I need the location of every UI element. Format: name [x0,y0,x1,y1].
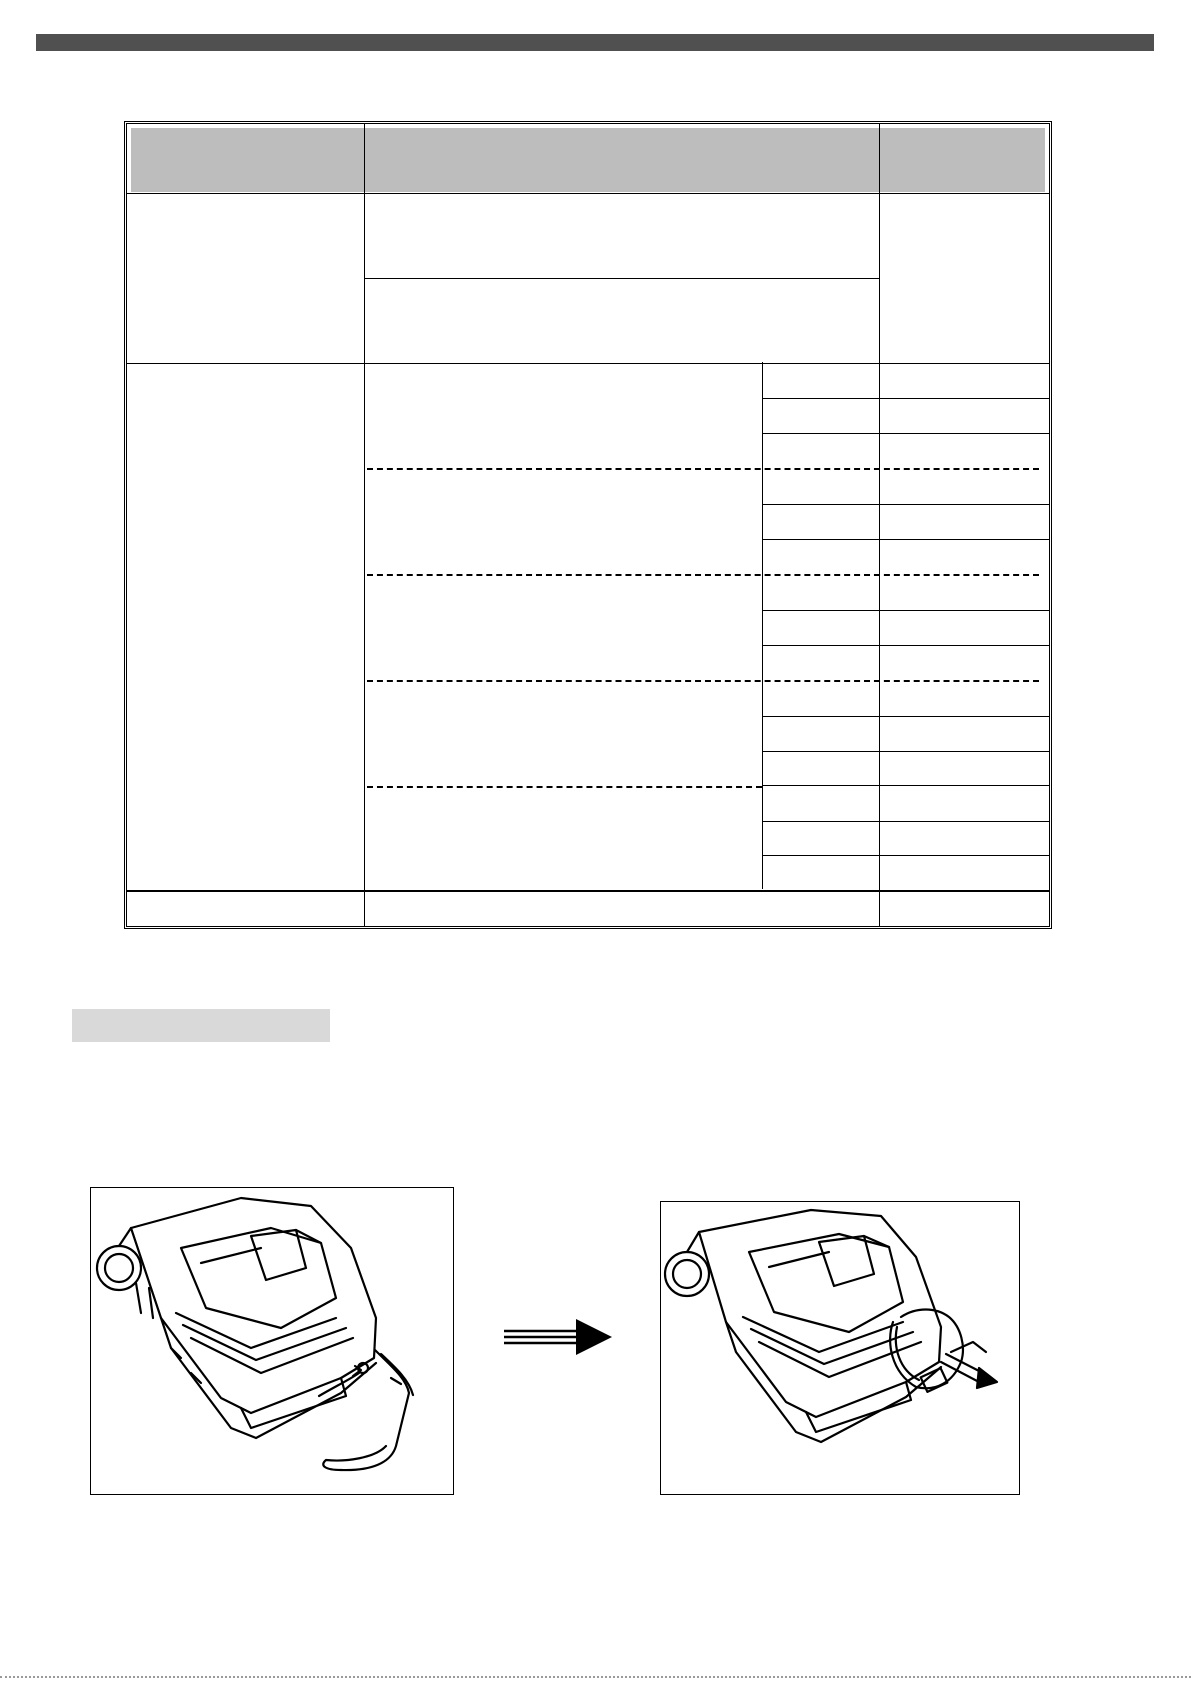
table-header-row [131,128,1045,192]
arrow-right-icon [502,1317,614,1357]
camera-strap-attached-icon [661,1202,1017,1492]
camera-with-strap-icon [91,1188,451,1492]
section-tab [72,1009,330,1042]
bottom-rule [0,1676,1191,1678]
spec-table [124,121,1052,929]
figure-right [660,1201,1020,1495]
figure-left [90,1187,454,1495]
header-bar [36,34,1154,51]
